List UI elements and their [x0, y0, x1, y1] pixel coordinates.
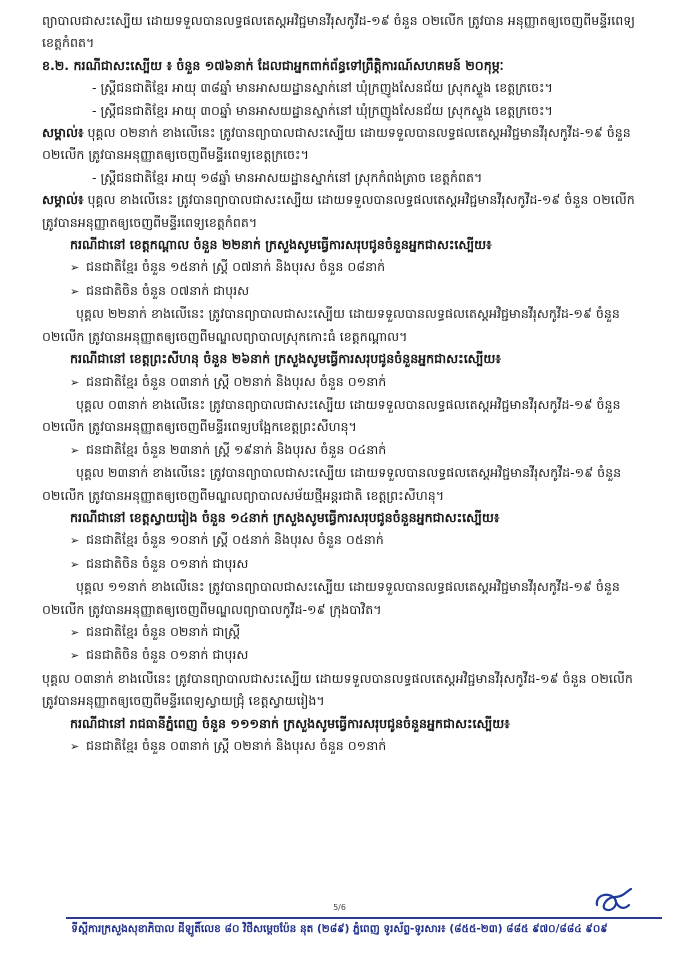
- note-label: សម្គាល់៖: [42, 125, 84, 141]
- arrow-item-text: ជនជាតិខ្មែរ ចំនួន ០៣នាក់ ស្ត្រី ០២នាក់ និងបុរស ចំនួន ០១នាក់: [86, 738, 387, 753]
- note-label: សម្គាល់៖: [42, 192, 84, 208]
- text-line: ព្យាបាលជាសះស្បើយ ដោយទទួលបានលទ្ធផលតេស្តអវិជ្ជមានវីរុសកូវីដ-១៩ ចំនួន ០២លើក ត្រូវបាន: [42, 13, 504, 28]
- arrow-item: [42, 644, 640, 667]
- text-line: អនុញ្ញាតឲ្យចេញពីមន្ទីរពេទ្យខេត្តកំពត។: [42, 13, 635, 51]
- arrow-bullet-icon: ➢: [70, 261, 80, 275]
- paragraph-continuation: [42, 10, 640, 55]
- summary-paragraph: បុគ្គល ២៣នាក់ ខាងលើនេះ ត្រូវបានព្យាបាលជាសះស្បើយ ដោយទទួលបានលទ្ធផលតេស្តអវិជ្ជមានវីរុសកូវីដ-១៩ ចំនួន ០២លើក ត្រូវបានអនុញ្ញាតឲ្យចេញពីមណ្ឌលព្យាបាលសម័យថ្មីអន្តរជាតិ ខេត្តព្រះសីហនុ។: [42, 465, 622, 503]
- arrow-item-text: ជនជាតិខ្មែរ ចំនួន ១០នាក់ ស្ត្រី ០៥នាក់ និងបុរស ចំនួន ០៥នាក់: [86, 532, 384, 548]
- note-paragraph: [42, 189, 640, 234]
- summary-paragraph: បុគ្គល ០៣នាក់ ខាងលើនេះ ត្រូវបានព្យាបាលជាសះស្បើយ ដោយទទួលបានលទ្ធផលតេស្តអវិជ្ជមានវីរុសកូវីដ-១៩ ចំនួន ០២លើក ត្រូវបានអនុញ្ញាតឲ្យចេញពីមន្ទីរពេទ្យស្វាយជ្រុំ ខេត្តស្វាយរៀង។: [42, 670, 633, 709]
- arrow-bullet-icon: ➢: [70, 284, 80, 298]
- arrow-item-text: ជនជាតិខ្មែរ ចំនួន ០២នាក់ ជាស្ត្រី: [86, 623, 241, 639]
- footer-address: ទីស្តីការក្រសួងសុខាភិបាល ដីឡូតិ៍លេខ ៨០ វិថីសម្តេចប៉ែន នុត (២៨៩) ភ្នំពេញ ទូរស័ព្ទ-ទូរសារ៖ (៨៥៥-២៣) ៨៨៥ ៩៧០/៨៨៤ ៩០៩: [71, 923, 608, 935]
- arrow-item: [42, 553, 640, 576]
- note-text: បុគ្គល ខាងលើនេះ ត្រូវបានព្យាបាលជាសះស្បើយ ដោយទទួលបានលទ្ធផលតេស្តអវិជ្ជមានវីរុសកូវីដ-១៩ ចំនួន ០២លើក ត្រូវបានអនុញ្ញាតឲ្យចេញពីមន្ទីរពេទ្យខេត្តកំពត។: [42, 192, 635, 230]
- note-paragraph: [42, 122, 640, 167]
- arrow-item: [42, 280, 640, 303]
- arrow-item: [42, 371, 640, 394]
- arrow-bullet-icon: ➢: [70, 649, 80, 663]
- summary-paragraph: បុគ្គល ១១នាក់ ខាងលើនេះ ត្រូវបានព្យាបាលជាសះស្បើយ ដោយទទួលបានលទ្ធផលតេស្តអវិជ្ជមានវីរុសកូវីដ-១៩ ចំនួន ០២លើក ត្រូវបានអនុញ្ញាតឲ្យចេញពីមណ្ឌលព្យាបាលកូវីដ-១៩ ក្រុងបាវិត។: [42, 579, 620, 617]
- heading-preah-sihanouk: ករណីជានៅ ខេត្តព្រះសីហនុ ចំនួន ២៦នាក់ ក្រសួងសូមធ្វើការសរុបជូនចំនួនអ្នកជាសះស្បើយ៖: [70, 351, 501, 367]
- arrow-bullet-icon: ➢: [70, 557, 80, 571]
- list-item: - ស្ត្រីជនជាតិខ្មែរ អាយុ ៣០ឆ្នាំ មានអាសយដ្ឋានស្នាក់នៅ ឃុំក្រញូងសែនជ័យ ស្រុកស្ទួង ខេត្តក្រចេះ។: [92, 102, 553, 118]
- arrow-item-text: ជនជាតិខ្មែរ ចំនួន ២៣នាក់ ស្ត្រី ១៩នាក់ និងបុរស ចំនួន ០៤នាក់: [86, 441, 387, 457]
- arrow-item-text: ជនជាតិខ្មែរ ចំនួន ០៣នាក់ ស្ត្រី ០២នាក់ និងបុរស ចំនួន ០១នាក់: [86, 373, 387, 389]
- arrow-item: [42, 529, 640, 552]
- list-item: - ស្ត្រីជនជាតិខ្មែរ អាយុ ១៨ឆ្នាំ មានអាសយដ្ឋានស្នាក់នៅ ស្រុកកំពង់ត្រាច ខេត្តកំពត។: [92, 169, 483, 185]
- arrow-item: [42, 735, 640, 758]
- document-body: [42, 10, 640, 758]
- heading-svay-rieng: ករណីជានៅ ខេត្តស្វាយរៀង ចំនួន ១៤នាក់ ក្រសួងសូមធ្វើការសរុបជូនចំនួនអ្នកជាសះស្បើយ៖: [70, 509, 500, 525]
- arrow-item-text: ជនជាតិខ្មែរ ចំនួន ១៥នាក់ ស្ត្រី ០៧នាក់ និងបុរស ចំនួន ០៨នាក់: [86, 259, 386, 275]
- arrow-bullet-icon: ➢: [70, 443, 80, 457]
- arrow-bullet-icon: ➢: [70, 625, 80, 639]
- arrow-item: [42, 621, 640, 644]
- heading-phnom-penh: ករណីជានៅ រាជធានីភ្នំពេញ ចំនួន ១១១នាក់ ក្រសួងសូមធ្វើការសរុបជូនចំនួនអ្នកជាសះស្បើយ៖: [70, 715, 510, 731]
- arrow-item: [42, 256, 640, 279]
- arrow-bullet-icon: ➢: [70, 534, 80, 548]
- section-heading-b2: ខ.២. ករណីជាសះស្បើយ ៖ ចំនួន ១៧៦នាក់ ដែលជាអ្នកពាក់ព័ន្ធទៅព្រឹត្តិការណ៍សហគមន៍ ២០កុម្ភៈ: [42, 57, 504, 73]
- arrow-item-text: ជនជាតិចិន ចំនួន ០១នាក់ ជាបុរស: [86, 555, 249, 571]
- note-text: បុគ្គល ០២នាក់ ខាងលើនេះ ត្រូវបានព្យាបាលជាសះស្បើយ ដោយទទួលបានលទ្ធផលតេស្តអវិជ្ជមានវីរុសកូវីដ-១៩ ចំនួន ០២លើក ត្រូវបានអនុញ្ញាតឲ្យចេញពីមន្ទីរពេទ្យខេត្តក្រចេះ។: [42, 125, 631, 163]
- summary-paragraph: បុគ្គល ០៣នាក់ ខាងលើនេះ ត្រូវបានព្យាបាលជាសះស្បើយ ដោយទទួលបានលទ្ធផលតេស្តអវិជ្ជមានវីរុសកូវីដ-១៩ ចំនួន ០២លើក ត្រូវបានអនុញ្ញាតឲ្យចេញពីមន្ទីរពេទ្យបង្អែកខេត្តព្រះសីហនុ។: [42, 396, 621, 435]
- arrow-bullet-icon: ➢: [70, 740, 80, 753]
- arrow-bullet-icon: ➢: [70, 375, 80, 389]
- signature-mark-icon: [591, 887, 635, 917]
- heading-kandal: ករណីជានៅ ខេត្តកណ្តាល ចំនួន ២២នាក់ ក្រសួងសូមធ្វើការសរុបជូនចំនួនអ្នកជាសះស្បើយ៖: [70, 237, 492, 253]
- list-item: - ស្ត្រីជនជាតិខ្មែរ អាយុ ៣៨ឆ្នាំ មានអាសយដ្ឋានស្នាក់នៅ ឃុំក្រញូងសែនជ័យ ស្រុកស្ទួង ខេត្តក្រចេះ។: [92, 80, 553, 96]
- arrow-item: [42, 439, 640, 462]
- arrow-item-text: ជនជាតិចិន ចំនួន ០៧នាក់ ជាបុរស: [86, 282, 250, 298]
- summary-paragraph: បុគ្គល ២២នាក់ ខាងលើនេះ ត្រូវបានព្យាបាលជាសះស្បើយ ដោយទទួលបានលទ្ធផលតេស្តអវិជ្ជមានវីរុសកូវីដ-១៩ ចំនួន ០២លើក ត្រូវបានអនុញ្ញាតឲ្យចេញពីមណ្ឌលព្យាបាលស្រុកកោះធំ ខេត្តកណ្តាល។: [42, 306, 620, 344]
- page-number: 5/6: [333, 903, 346, 912]
- arrow-item-text: ជនជាតិចិន ចំនួន ០១នាក់ ជាបុរស: [86, 647, 249, 663]
- footer-divider: [66, 917, 662, 919]
